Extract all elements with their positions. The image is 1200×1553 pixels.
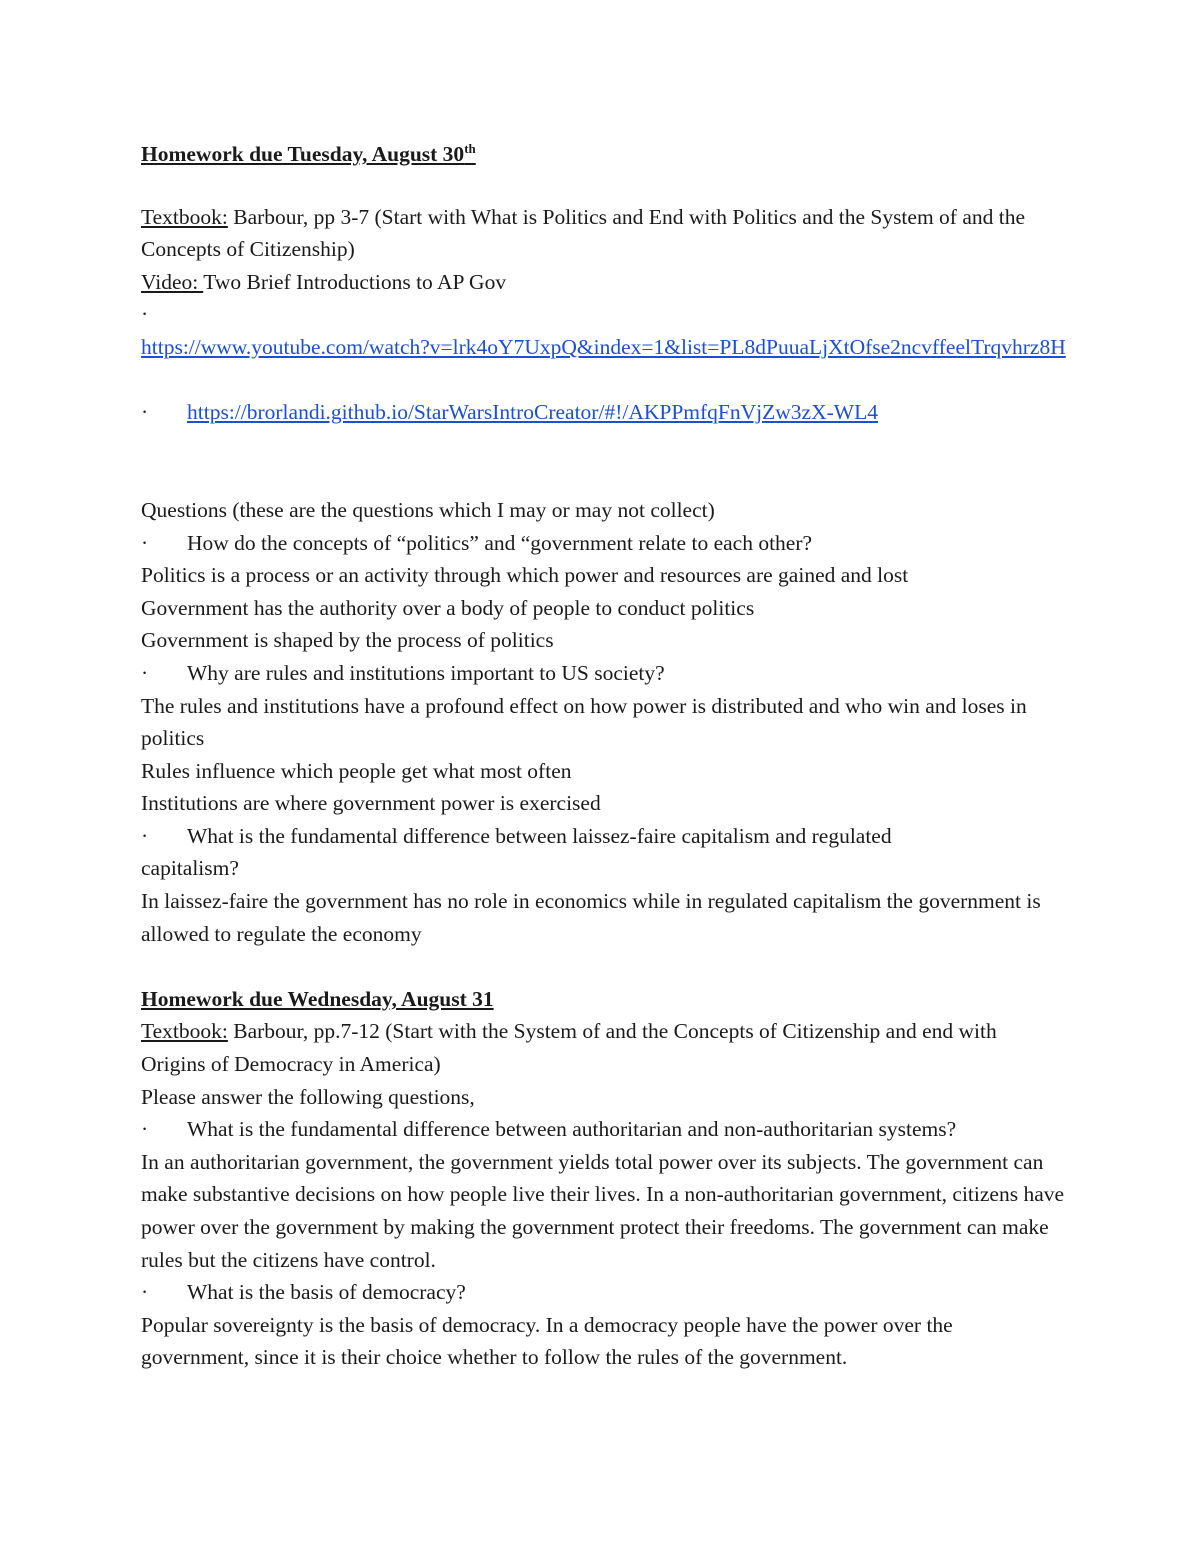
- bullet-marker: ·: [141, 1117, 149, 1142]
- answer-text: Rules influence which people get what most often: [141, 758, 572, 783]
- textbook-assignment: [141, 1015, 1066, 1080]
- spacer: [141, 429, 1066, 462]
- star-wars-intro-link[interactable]: https://brorlandi.github.io/StarWarsIntroCreator/#!/AKPPmfqFnVjZw3zX-WL4: [187, 400, 878, 425]
- spacer: [141, 950, 1066, 983]
- bullet-marker: ·: [141, 302, 149, 327]
- question-item: [141, 1113, 1066, 1146]
- bullet-marker: ·: [141, 400, 149, 425]
- spacer: [141, 171, 1066, 201]
- textbook-label: Textbook:: [141, 1019, 228, 1044]
- questions-intro: Please answer the following questions,: [141, 1084, 475, 1109]
- question-item: [141, 820, 1066, 885]
- video-text: Two Brief Introductions to AP Gov: [203, 269, 507, 294]
- question-text: What is the fundamental difference between authoritarian and non-authoritarian systems?: [187, 1117, 957, 1142]
- answer-text: Government has the authority over a body of people to conduct politics: [141, 595, 755, 620]
- youtube-link-block: [141, 331, 1066, 364]
- answer-text: Popular sovereignty is the basis of democracy. In a democracy people have the power over the government, since it is their choice whether to follow the rules of the government.: [141, 1312, 953, 1370]
- textbook-assignment: [141, 201, 1066, 266]
- answer-text: In laissez-faire the government has no role in economics while in regulated capitalism the government is allowed to regulate the economy: [141, 889, 1041, 946]
- questions-intro: Questions (these are the questions which I may or may not collect): [141, 497, 715, 522]
- document-body: [141, 138, 1066, 1374]
- answer-text: Institutions are where government power is exercised: [141, 791, 601, 816]
- bullet-marker: ·: [141, 823, 149, 848]
- question-text: What is the fundamental difference between laissez-faire capitalism and regulated capitalism?: [141, 823, 892, 881]
- bullet-marker: ·: [141, 660, 149, 685]
- bullet-marker: ·: [141, 1280, 149, 1305]
- question-text: How do the concepts of “politics” and “government relate to each other?: [187, 530, 813, 555]
- heading-superscript: th: [464, 140, 476, 156]
- spacer: [141, 461, 1066, 494]
- section-heading-aug-31: Homework due Wednesday, August 31: [141, 986, 494, 1011]
- answer-text: Politics is a process or an activity through which power and resources are gained and lost: [141, 563, 909, 588]
- section-heading-aug-30: [141, 138, 1066, 171]
- textbook-label: Textbook:: [141, 204, 228, 229]
- answer-text: Government is shaped by the process of politics: [141, 628, 554, 653]
- question-text: What is the basis of democracy?: [187, 1280, 466, 1305]
- spacer: [141, 364, 1066, 397]
- question-item: [141, 657, 1066, 690]
- question-item: [141, 527, 1066, 560]
- textbook-text: Barbour, pp.7-12 (Start with the System of and the Concepts of Citizenship and end with Origins of Democracy in America): [141, 1019, 997, 1077]
- link-list-item: [141, 396, 1066, 429]
- textbook-text: Barbour, pp 3-7 (Start with What is Politics and End with Politics and the System of and the Concepts of Citizenship): [141, 204, 1026, 262]
- video-label: Video:: [141, 269, 204, 294]
- video-assignment: [141, 266, 1066, 299]
- answer-text: The rules and institutions have a profound effect on how power is distributed and who win and loses in politics: [141, 693, 1027, 751]
- question-text: Why are rules and institutions important to US society?: [187, 660, 665, 685]
- bullet-marker: ·: [141, 530, 149, 555]
- answer-text: In an authoritarian government, the government yields total power over its subjects. The government can make substantive decisions on how people live their lives. In a non-authoritarian government, citizens have power over the government by making the government protect their freedoms. The government can make rules but the citizens have control.: [141, 1149, 1065, 1272]
- question-item: [141, 1276, 1066, 1309]
- youtube-link[interactable]: https://www.youtube.com/watch?v=lrk4oY7UxpQ&index=1&list=PL8dPuuaLjXtOfse2ncvffeelTrqvhrz8H: [141, 334, 1066, 359]
- heading-text: Homework due Tuesday, August 30: [141, 142, 465, 166]
